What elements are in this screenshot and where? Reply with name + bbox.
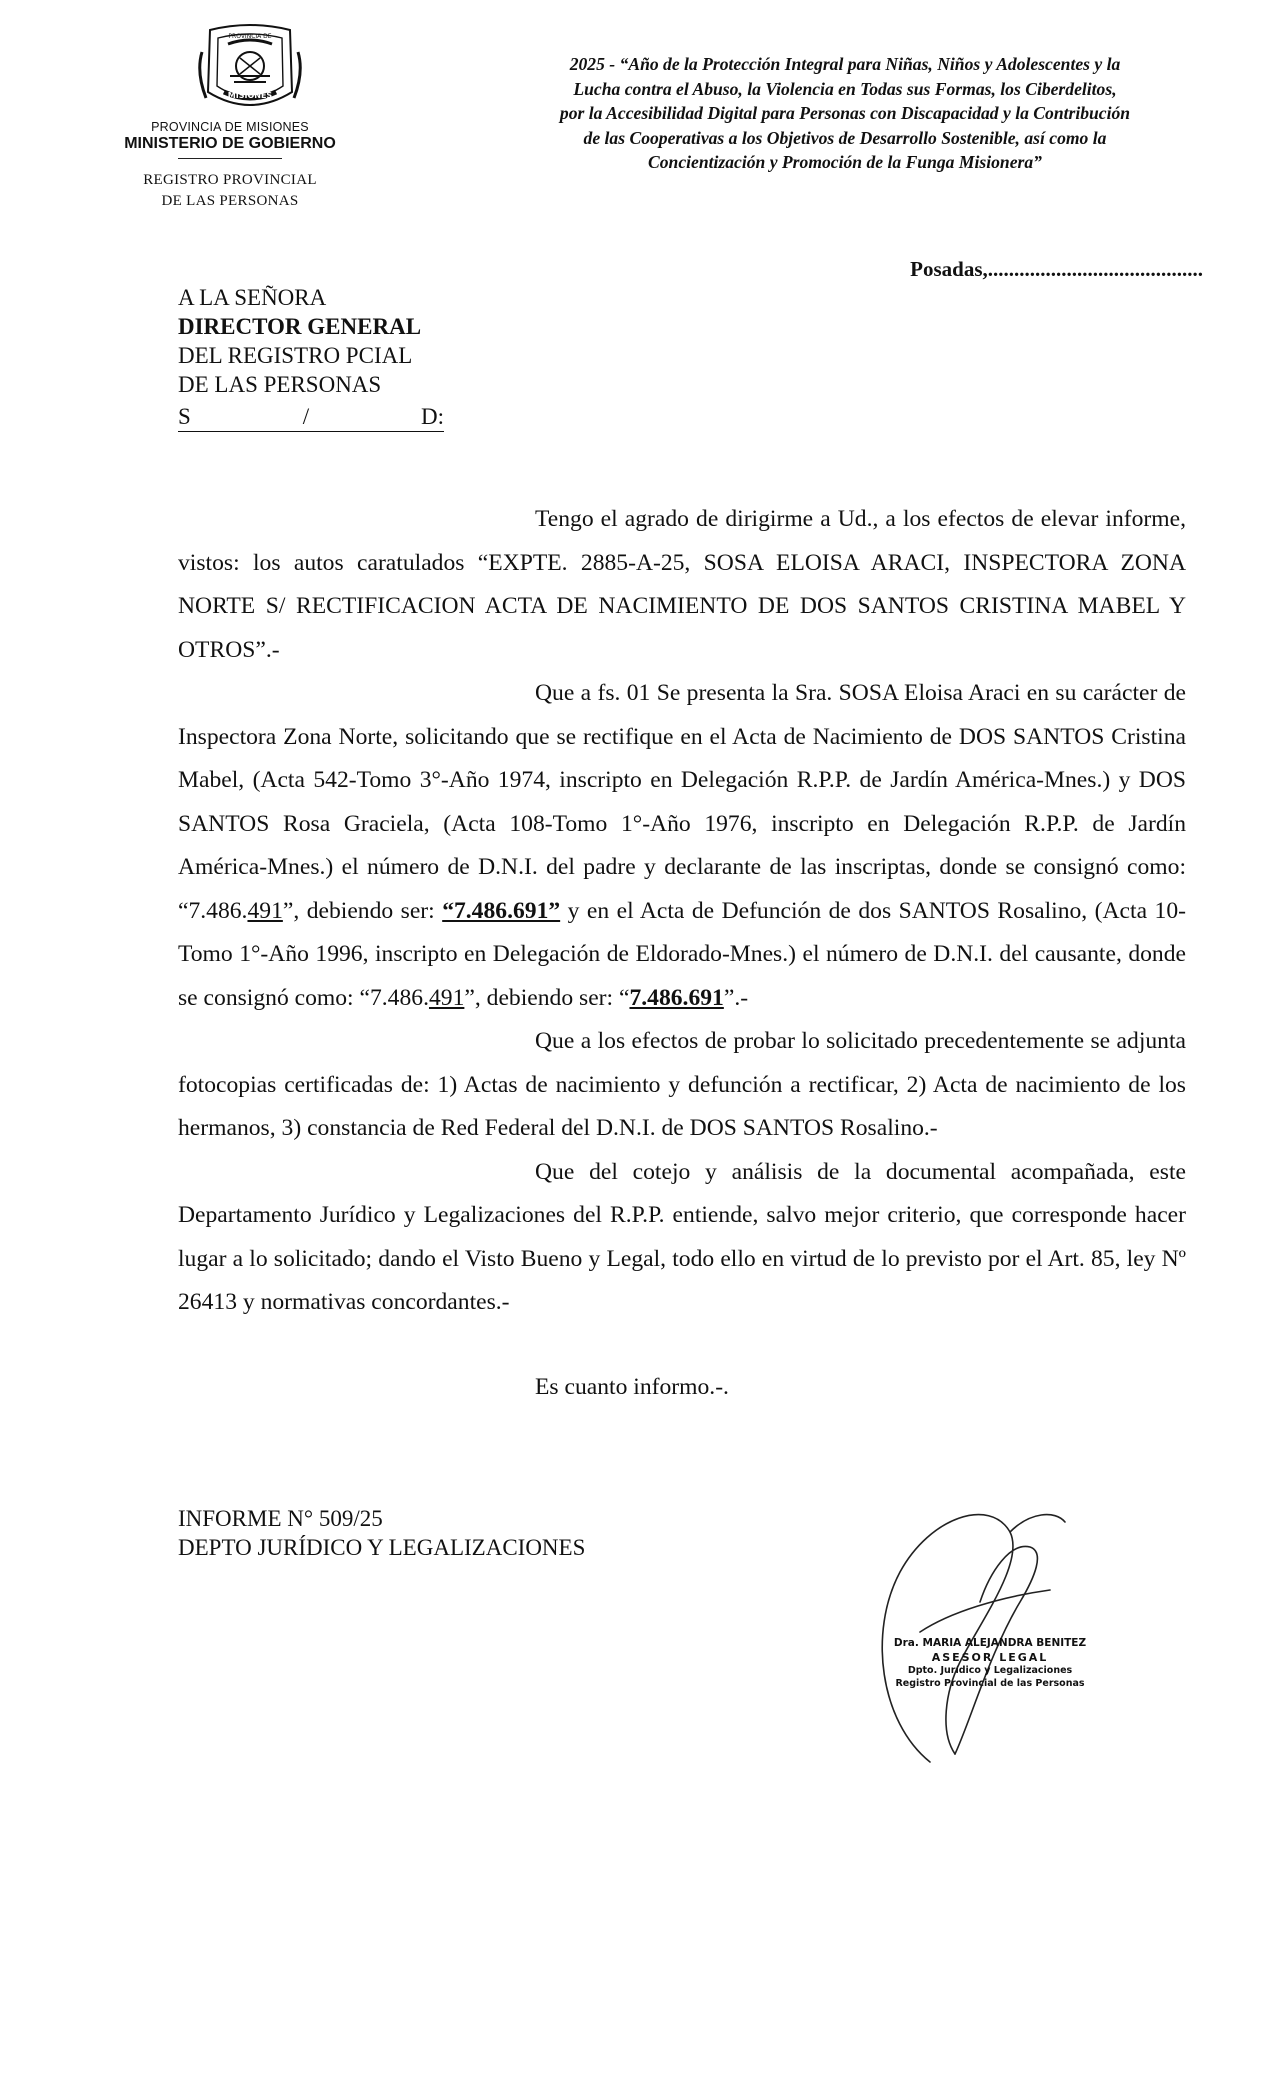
stamp-title: ASESOR LEGAL xyxy=(931,1651,1049,1664)
report-department: DEPTO JURÍDICO Y LEGALIZACIONES xyxy=(178,1535,586,1560)
correct-dni: “7.486.691” xyxy=(442,897,561,924)
request-text: ”, debiendo ser: xyxy=(282,897,443,924)
request-text: Que a fs. 01 Se presenta la Sra. SOSA Eloisa Araci en su carácter de Inspectora Zona Norte, solicitando que se rectifique en el Acta de Nacimiento de DOS SANTOS Cristina Mabel, (Acta 542-Tomo 3°-Año 1974, inscripto en Delegación R.P.P. de Jardín América-Mnes.) y DOS SANTOS Rosa Graciela, (Acta 108-Tomo 1°-Año 1976, inscripto en Delegación R.P.P. de Jardín América-Mnes.) el número de D.N.I. del padre y declarante de las inscriptas, donde se consignó como: “7.486. xyxy=(178,680,1186,924)
crest-arc-text: PROVINCIA DE xyxy=(228,33,272,40)
request-text: ”, debiendo ser: “ xyxy=(464,984,630,1011)
paragraph-request xyxy=(178,672,1186,1020)
addressee-title: DIRECTOR GENERAL xyxy=(178,314,422,339)
svg-text:MISIONES: MISIONES xyxy=(227,91,273,100)
addressee-line: A LA SEÑORA xyxy=(178,285,327,310)
wrong-dni-digits: 491 xyxy=(247,897,283,924)
letterhead-divider xyxy=(178,158,282,159)
province-name: PROVINCIA DE MISIONES xyxy=(151,120,309,134)
addressee-line: DEL REGISTRO PCIAL xyxy=(178,343,413,368)
sd-s: S xyxy=(178,404,191,429)
stamp-name: Dra. MARIA ALEJANDRA BENITEZ xyxy=(893,1637,1087,1649)
paragraph-evidence: Que a los efectos de probar lo solicitado precedentemente se adjunta fotocopias certificadas de: 1) Actas de nacimiento y defunción a rectificar, 2) Acta de nacimiento de los hermanos, 3) constancia de Red Federal del D.N.I. de DOS SANTOS Rosalino.- xyxy=(178,1028,1186,1141)
salutation-sd xyxy=(178,402,444,432)
stamp-dept: Dpto. Jurídico y Legalizaciones xyxy=(907,1665,1073,1676)
sd-d: D: xyxy=(421,404,444,429)
ministry-name: MINISTERIO DE GOBIERNO xyxy=(124,135,336,152)
wrong-dni-digits: 491 xyxy=(428,984,465,1011)
stamp-registry: Registro Provincial de las Personas xyxy=(895,1678,1085,1689)
letter-body xyxy=(178,498,1186,1325)
paragraph-conclusion: Que del cotejo y análisis de la documental acompañada, este Departamento Jurídico y Legalizaciones del R.P.P. entiende, salvo mejor criterio, que corresponde hacer lugar a lo solicitado; dando el Visto Bueno y Legal, todo ello en virtud de lo previsto por el Art. 85, ley Nº 26413 y normativas concordantes.- xyxy=(178,1158,1186,1315)
closing-line: Es cuanto informo.-. xyxy=(535,1374,729,1400)
paragraph-intro: Tengo el agrado de dirigirme a Ud., a los efectos de elevar informe, vistos: los autos caratulados “EXPTE. 2885-A-25, SOSA ELOISA ARACI, INSPECTORA ZONA NORTE S/ RECTIFICACION ACTA DE NACIMIENTO DE DOS SANTOS CRISTINA MABEL Y OTROS”.- xyxy=(178,506,1186,663)
year-motto xyxy=(480,52,1210,175)
report-number: INFORME N° 509/25 xyxy=(178,1506,383,1531)
place-and-date: Posadas,......................................... xyxy=(910,257,1203,281)
registry-name-line2: DE LAS PERSONAS xyxy=(161,193,299,209)
addressee-line: DE LAS PERSONAS xyxy=(178,372,382,397)
correct-dni: 7.486.691 xyxy=(629,984,724,1011)
year-motto-line: Concientización y Promoción de la Funga Misionera” xyxy=(648,152,1042,173)
request-text: ”.- xyxy=(723,984,749,1011)
year-motto-line: por la Accesibilidad Digital para Personas con Discapacidad y la Contribución xyxy=(559,103,1131,124)
provincial-seal-icon xyxy=(180,22,320,122)
sd-slash: / xyxy=(302,404,310,429)
registry-name-line1: REGISTRO PROVINCIAL xyxy=(143,172,317,188)
year-motto-line: Lucha contra el Abuso, la Violencia en Todas sus Formas, los Ciberdelitos, xyxy=(573,78,1117,99)
request-text: y en el Acta de Defunción de dos SANTOS Rosalino, (Acta 10-Tomo 1°-Año 1996, inscripto en Delegación de Eldorado-Mnes.) el número de D.N.I. del causante, donde se consignó como: “7.486. xyxy=(178,897,1186,1011)
year-motto-line: 2025 - “Año de la Protección Integral para Niñas, Niños y Adolescentes y la xyxy=(569,54,1121,74)
year-motto-line: de las Cooperativas a los Objetivos de Desarrollo Sostenible, así como la xyxy=(583,127,1107,148)
